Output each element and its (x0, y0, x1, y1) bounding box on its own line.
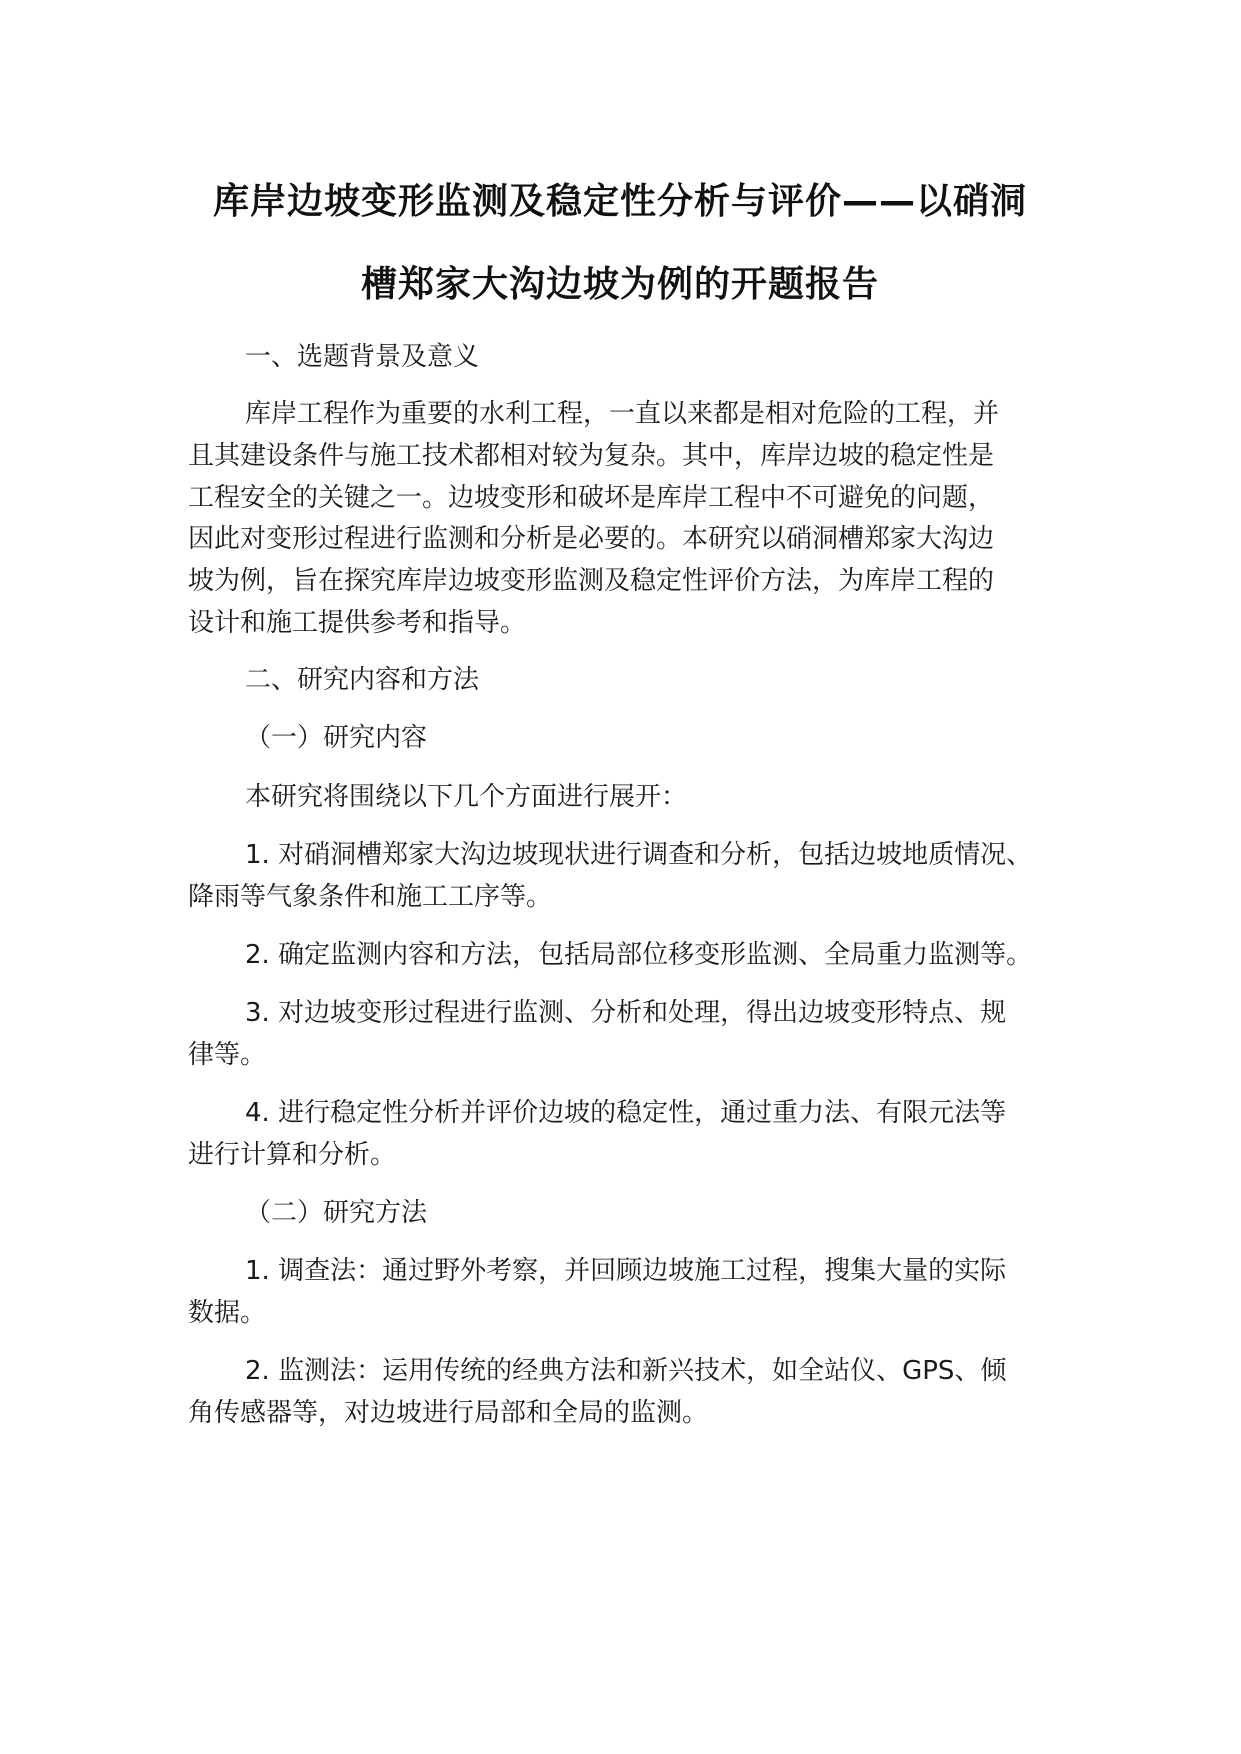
list-item-line: 1. 调查法：通过野外考察，并回顾边坡施工过程，搜集大量的实际 (245, 1256, 1007, 1286)
document-title-line-1: 库岸边坡变形监测及稳定性分析与评价——以硝洞 (212, 181, 1027, 222)
list-item-line: 进行计算和分析。 (188, 1140, 397, 1170)
subsection-heading-methods: （二）研究方法 (245, 1198, 428, 1228)
subsection-heading-content: （一）研究内容 (245, 723, 428, 753)
list-item-line: 律等。 (188, 1040, 267, 1070)
paragraph-line: 设计和施工提供参考和指导。 (188, 608, 527, 638)
list-item-line: 数据。 (188, 1298, 267, 1328)
list-item-line: 降雨等气象条件和施工工序等。 (188, 882, 553, 912)
paragraph-line: 工程安全的关键之一。边坡变形和破坏是库岸工程中不可避免的问题， (188, 483, 995, 513)
list-item-line: 3. 对边坡变形过程进行监测、分析和处理，得出边坡变形特点、规 (245, 998, 1007, 1028)
paragraph-line: 本研究将围绕以下几个方面进行展开： (245, 782, 688, 812)
list-item-line: 2. 确定监测内容和方法，包括局部位移变形监测、全局重力监测等。 (245, 940, 1033, 970)
paragraph-line: 且其建设条件与施工技术都相对较为复杂。其中，库岸边坡的稳定性是 (188, 441, 995, 471)
paragraph-line: 库岸工程作为重要的水利工程，一直以来都是相对危险的工程，并 (245, 399, 1000, 429)
section-heading-content-methods: 二、研究内容和方法 (245, 665, 480, 695)
paragraph-line: 坡为例，旨在探究库岸边坡变形监测及稳定性评价方法，为库岸工程的 (188, 566, 995, 596)
section-heading-background: 一、选题背景及意义 (245, 342, 480, 372)
list-item-line: 4. 进行稳定性分析并评价边坡的稳定性，通过重力法、有限元法等 (245, 1098, 1007, 1128)
list-item-line: 角传感器等，对边坡进行局部和全局的监测。 (188, 1398, 709, 1428)
list-item-line: 1. 对硝洞槽郑家大沟边坡现状进行调查和分析，包括边坡地质情况、 (245, 840, 1033, 870)
document-title-line-2: 槽郑家大沟边坡为例的开题报告 (360, 264, 879, 305)
list-item-line: 2. 监测法：运用传统的经典方法和新兴技术，如全站仪、GPS、倾 (245, 1356, 1007, 1386)
paragraph-line: 因此对变形过程进行监测和分析是必要的。本研究以硝洞槽郑家大沟边 (188, 524, 995, 554)
